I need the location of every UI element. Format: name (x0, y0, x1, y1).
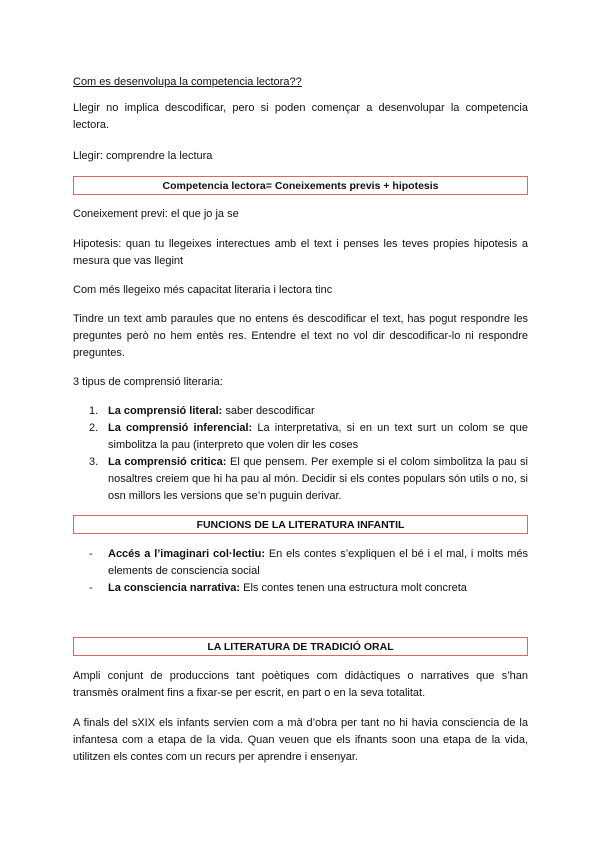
list-dash: - (89, 548, 93, 560)
paragraph-llegir-descodificar: Llegir no implica descodificar, pero si poden començar a desenvolupar la competencia lectora. (73, 102, 528, 131)
section-box-funcions: FUNCIONS DE LA LITERATURA INFANTIL (73, 515, 528, 534)
list-item (73, 546, 528, 580)
list-number: 1. (89, 405, 99, 417)
list-item-text: saber descodificar (222, 405, 315, 417)
list-item (73, 403, 528, 420)
comprensio-list (73, 403, 528, 505)
paragraph-coneixement-previ: Coneixement previ: el que jo ja se (73, 208, 239, 220)
paragraph-hipotesis: Hipotesis: quan tu llegeixes interectues amb el text i penses les teves propies hipotesis a mesura que vas llegint (73, 238, 528, 267)
paragraph-ampli-conjunt: Ampli conjunt de produccions tant poètiques com didàctiques o narratives que s’han transmès oralment fins a fixar-se per escrit, en part o en la seva totalitat. (73, 670, 528, 699)
list-dash: - (89, 582, 93, 594)
list-item-term: La comprensió literal: (108, 405, 223, 417)
list-item-text: La interpretativa, si en un text surt un colom se que simbolitza la pau (interpreto que volen dir les coses (108, 422, 529, 451)
list-item (73, 454, 528, 505)
list-item-term: Accés a l’imaginari col·lectiu: (108, 548, 265, 560)
list-item-term: La comprensió inferencial: (108, 422, 253, 434)
paragraph-descodificar-text: Tindre un text amb paraules que no entens és descodificar el text, has pogut respondre les preguntes però no hem entès res. Entendre el text no vol dir descodificar-lo ni respondre preguntes. (73, 313, 528, 359)
list-number: 2. (89, 422, 99, 434)
paragraph-capacitat-lectora: Com més llegeixo més capacitat literaria i lectora tinc (73, 284, 333, 296)
list-item (73, 420, 528, 454)
section-box-competencia: Competencia lectora= Coneixements previs + hipotesis (73, 176, 528, 195)
funcions-list (73, 546, 528, 597)
list-item-term: La consciencia narrativa: (108, 582, 241, 594)
list-item-text: En els contes s’expliquen el bé i el mal, i molts més elements de consciencia social (108, 548, 529, 577)
paragraph-llegir-comprendre: Llegir: comprendre la lectura (73, 150, 213, 162)
list-item-text: Els contes tenen una estructura molt concreta (240, 582, 467, 594)
section-box-tradicio-oral: LA LITERATURA DE TRADICIÓ ORAL (73, 637, 528, 656)
document-title: Com es desenvolupa la competencia lectora?? (73, 76, 302, 88)
paragraph-finals-sxix: A finals del sXIX els infants servien com a mà d’obra per tant no hi havia consciencia de la infantesa com a etapa de la vida. Quan veuen que els ifnants soon una etapa de la vida, utilitzen els contes com un recurs per aprendre i ensenyar. (73, 717, 528, 763)
list-item (73, 580, 528, 597)
list-number: 3. (89, 456, 99, 468)
paragraph-tipus-comprensio: 3 tipus de comprensió literaria: (73, 376, 223, 388)
list-item-text: El que pensem. Per exemple si el colom simbolitza la pau si nosaltres creiem que hi ha pau al món. Decidir si els contes populars són utils o no, si osn millors les versions que se’n puguin derivar. (108, 456, 528, 502)
list-item-term: La comprensió critica: (108, 456, 227, 468)
